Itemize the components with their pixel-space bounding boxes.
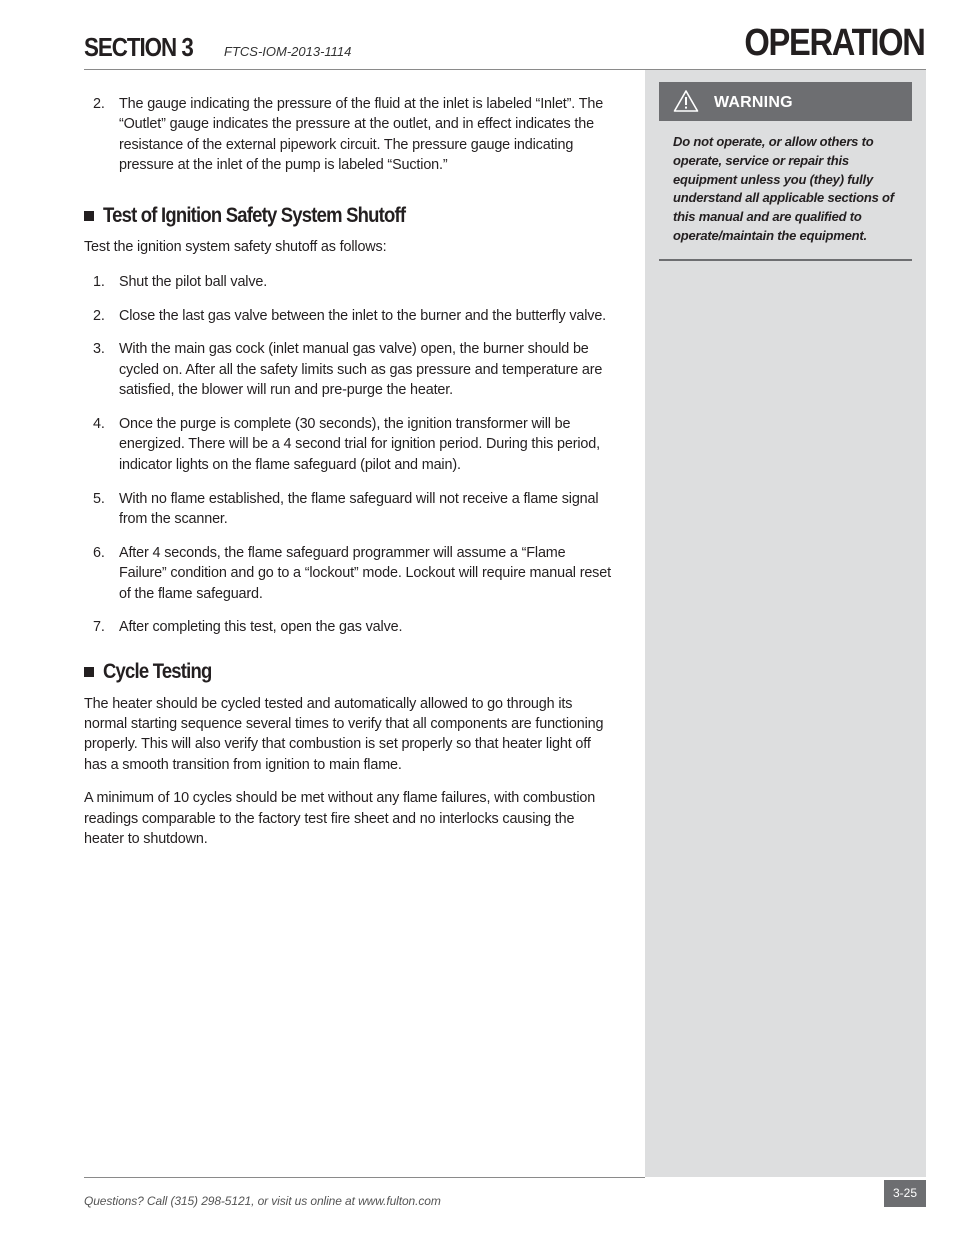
list-number: 7. — [93, 619, 105, 636]
list-item — [84, 339, 612, 400]
ignition-heading — [84, 206, 612, 226]
list-text: Close the last gas valve between the inlet to the burner and the butterfly valve. — [119, 307, 607, 324]
list-item — [84, 617, 612, 637]
warning-triangle-icon — [673, 89, 699, 113]
ignition-intro: Test the ignition system safety shutoff as follows: — [84, 239, 387, 256]
heading-text: Cycle Testing — [103, 660, 212, 684]
warning-header — [659, 82, 912, 121]
list-item — [84, 489, 612, 530]
list-item — [84, 414, 612, 475]
heading-text: Test of Ignition Safety System Shutoff — [103, 204, 406, 228]
heading-bullet — [84, 667, 94, 677]
warning-rule — [659, 259, 912, 261]
list-item — [84, 306, 612, 326]
list-number: 2. — [93, 96, 105, 112]
cycle-paragraph: A minimum of 10 cycles should be met without any flame failures, with combustion readings comparable to the factory test fire sheet and no interlocks causing the heater to shutdown. — [84, 790, 596, 848]
list-text: With no flame established, the flame safeguard will not receive a flame signal from the scanner. — [119, 490, 599, 528]
footer-text: Questions? Call (315) 298-5121, or visit us online at www.fulton.com — [84, 1194, 441, 1208]
section-label: SECTION 3 — [84, 32, 193, 62]
list-text: After 4 seconds, the flame safeguard programmer will assume a “Flame Failure” condition and go to a “lockout” mode. Lockout will require manual reset of the flame safeguard. — [119, 544, 611, 602]
doc-code: FTCS-IOM-2013-1114 — [224, 44, 352, 59]
list-number: 6. — [93, 544, 105, 561]
page-number: 3-25 — [884, 1180, 926, 1207]
warning-text: Do not operate, or allow others to operate, service or repair this equipment unless you (they) fully understand all applicable sections of this manual and are qualified to operate/maintain the equipment. — [673, 134, 894, 243]
list-number: 4. — [93, 416, 105, 433]
list-item — [84, 272, 612, 292]
warning-label: WARNING — [714, 94, 793, 111]
list-text: Once the purge is complete (30 seconds), the ignition transformer will be energized. There will be a 4 second trial for ignition period. During this period, indicator lights on the flame safeguard (pilot and main). — [119, 416, 600, 473]
list-number: 1. — [93, 273, 105, 290]
chapter-title: OPERATION — [744, 22, 925, 64]
cycle-heading — [84, 662, 612, 682]
intro-list-item — [84, 94, 612, 176]
list-number: 5. — [93, 490, 105, 507]
cycle-paragraph: The heater should be cycled tested and automatically allowed to go through its normal starting sequence several times to verify that all components are functioning properly. This will also verify that combustion is set properly so that heater light off has a smooth transition from ignition to main flame. — [84, 695, 604, 773]
list-text: With the main gas cock (inlet manual gas valve) open, the burner should be cycled on. After all the safety limits such as gas pressure and temperature are satisfied, the blower will run and pre-purge the heater. — [119, 341, 603, 399]
footer-rule — [84, 1177, 645, 1178]
list-number: 3. — [93, 341, 105, 358]
list-text: After completing this test, open the gas valve. — [119, 619, 403, 636]
list-number: 2. — [93, 307, 105, 324]
list-text: The gauge indicating the pressure of the fluid at the inlet is labeled “Inlet”. The “Outlet” gauge indicates the pressure at the outlet, and in effect indicates the resistance of the external pipework circuit. The pressure gauge indicating pressure at the inlet of the pump is labeled “Suction.” — [119, 96, 604, 174]
list-text: Shut the pilot ball valve. — [119, 273, 268, 290]
heading-bullet — [84, 211, 94, 221]
main-content — [84, 94, 612, 850]
list-item — [84, 543, 612, 604]
